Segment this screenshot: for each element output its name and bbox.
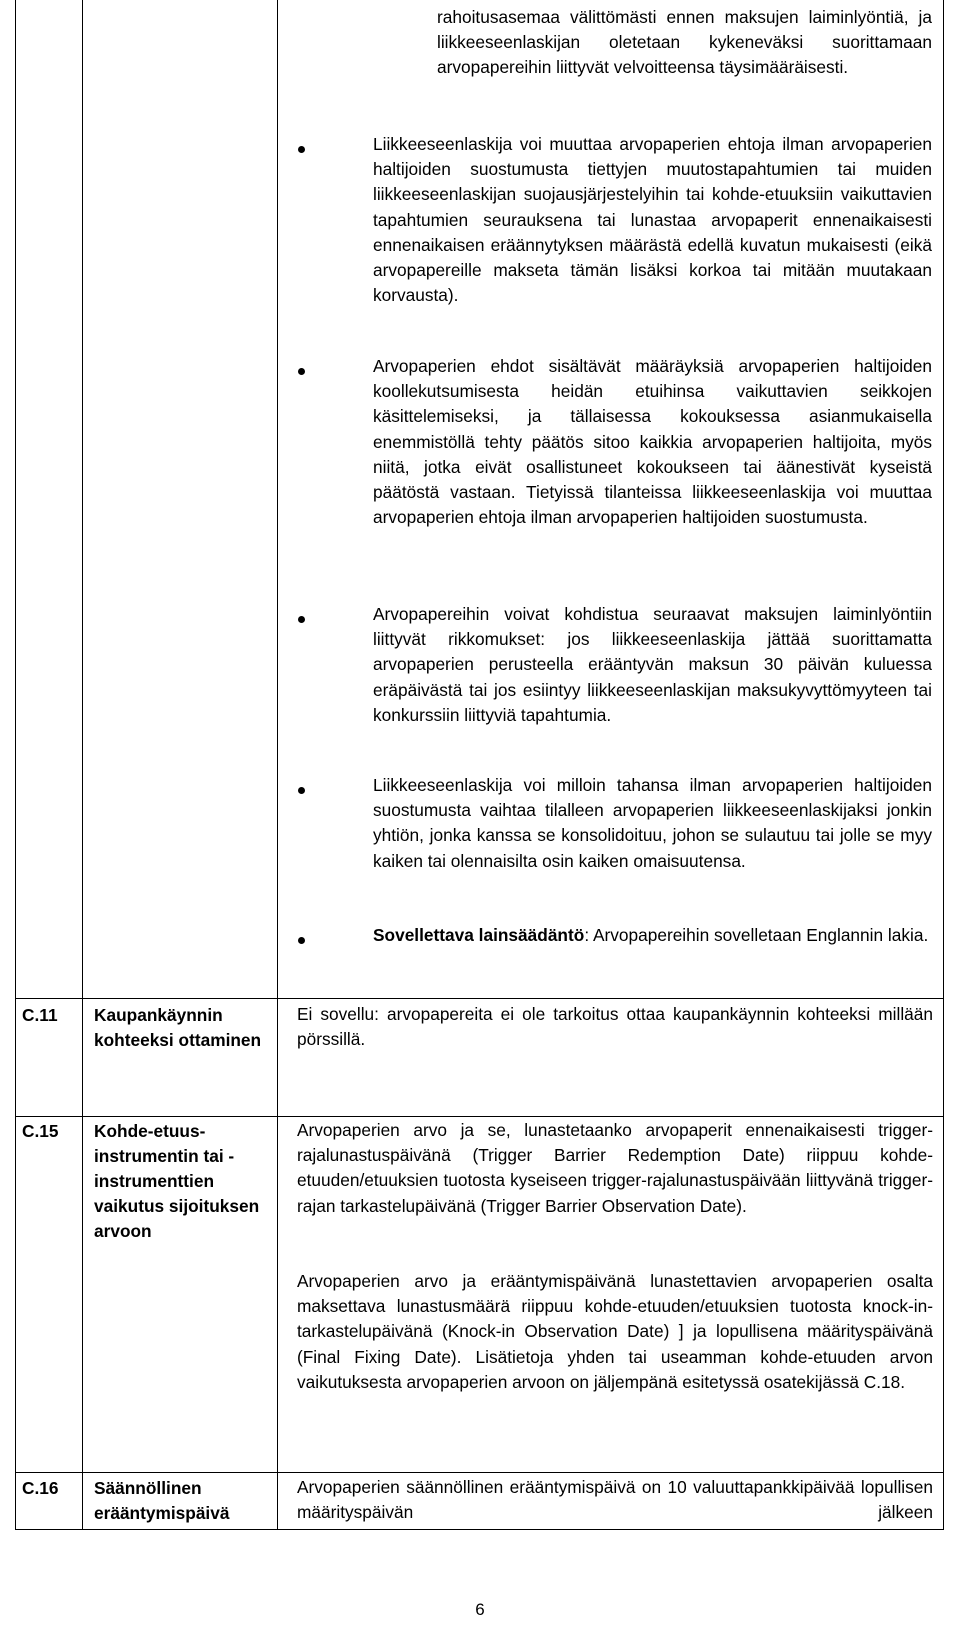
bullet-dot: [298, 937, 305, 944]
row-divider-c11: [15, 998, 944, 999]
table-border-left: [15, 0, 16, 1530]
table-border-bottom: [15, 1529, 944, 1530]
bold-label: Sovellettava lainsäädäntö: [373, 925, 585, 945]
table-border-col1: [82, 0, 83, 1530]
row-code: C.16: [22, 1478, 59, 1498]
bullet-dot: [298, 787, 305, 794]
bullet-dot: [298, 368, 305, 375]
row-divider-c16: [15, 1472, 944, 1473]
bullet-dot: [298, 616, 305, 623]
table-border-col2: [277, 0, 278, 1530]
row-title: Kaupankäynnin kohteeksi ottaminen: [94, 1005, 262, 1050]
row-body: Arvopaperien säännöllinen erääntymispäivä on 10 valuuttapankkipäivää lopullisen määrityspäivän jälkeen: [297, 1477, 933, 1523]
bullet-text: Liikkeeseenlaskija voi milloin tahansa ilman arvopaperien haltijoiden suostumusta vaihtaa tilalleen arvopaperien liikkeeseenlaskijaksi jonkin yhtiön, jonka kanssa se konsolidoituu, johon se sulautuu tai jolle se myy kaiken tai olennaisilta osin kaiken omaisuutensa.: [373, 775, 932, 871]
row-code: C.11: [22, 1005, 58, 1025]
row-body: Ei sovellu: arvopapereita ei ole tarkoitus ottaa kaupankäynnin kohteeksi millään pörssillä.: [297, 1004, 933, 1050]
row-body: Arvopaperien arvo ja se, lunastetaanko arvopaperit ennenaikaisesti trigger-rajalunastuspäivänä (Trigger Barrier Redemption Date) riippuu kohde-etuuden/etuuksien tuotosta kyseiseen trigger-rajalunastuspäivään liittyvänä trigger-rajan tarkastelupäivänä (Trigger Barrier Observation Date).: [297, 1120, 933, 1216]
bullet-body: : Arvopapereihin sovelletaan Englannin lakia.: [584, 925, 929, 945]
page-number: 6: [475, 1600, 485, 1619]
row-title: Säännöllinen erääntymispäivä: [94, 1478, 230, 1523]
bullet-dot: [298, 146, 305, 153]
bullet-text: Arvopaperien ehdot sisältävät määräyksiä arvopaperien haltijoiden koollekutsumisesta heidän etuihinsa vaikuttavien seikkojen käsittelemiseksi, ja tällaisessa kokouksessa asianmukaisella enemmistöllä tehty päätös sitoo kaikkia arvopaperien haltijoita, myös niitä, jotka eivät osallistuneet kokoukseen tai äänestivät kyseistä päätöstä vastaan. Tietyissä tilanteissa liikkeeseenlaskija voi muuttaa arvopaperien ehtoja ilman arvopaperien haltijoiden suostumusta.: [373, 356, 932, 528]
bullet-text: Arvopapereihin voivat kohdistua seuraavat maksujen laiminlyöntiin liittyvät rikkomukset: jos liikkeeseenlaskija jättää suorittamatta arvopaperien perusteella erääntyvän maksun 30 päivän kuluessa eräpäivästä tai jos esiintyy liikkeeseenlaskijan maksukyvyttömyyteen tai konkurssiin liittyviä tapahtumia.: [373, 604, 932, 725]
bullet-text: Liikkeeseenlaskija voi muuttaa arvopaperien ehtoja ilman arvopaperien haltijoiden suostumusta tiettyjen muutostapahtumien tai muiden liikkeeseenlaskijan suojausjärjestelyihin tai kohde-etuuksiin vaikuttavien tapahtumien seurauksena tai lunastaa arvopaperit ennenaikaisesti ennenaikaisen eräännytyksen määrästä edellä kuvatun mukaisesti (eikä arvopapereille makseta tämän lisäksi korkoa tai mitään muutakaan korvausta).: [373, 134, 932, 306]
row-code: C.15: [22, 1121, 59, 1141]
bullet-text-governing-law: [373, 923, 932, 948]
continued-paragraph: rahoitusasemaa välittömästi ennen maksujen laiminlyöntiä, ja liikkeeseenlaskijan oletetaan kykeneväksi suorittamaan arvopapereihin liittyvät velvoitteensa täysimääräisesti.: [437, 7, 932, 78]
row-title: Kohde-etuus-instrumentin tai -instrumenttien vaikutus sijoituksen arvoon: [94, 1121, 260, 1241]
table-border-right: [943, 0, 944, 1530]
row-body: Arvopaperien arvo ja erääntymispäivänä lunastettavien arvopaperien osalta maksettava lunastusmäärä riippuu kohde-etuuden/etuuksien tuotosta knock-in-tarkastelupäivänä (Knock-in Observation Date) ] ja lopullisena määrityspäivänä (Final Fixing Date). Lisätietoja yhden tai useamman kohde-etuuden arvon vaikutuksesta arvopaperien arvoon on jäljempänä esitetyssä osatekijässä C.18.: [297, 1271, 933, 1392]
